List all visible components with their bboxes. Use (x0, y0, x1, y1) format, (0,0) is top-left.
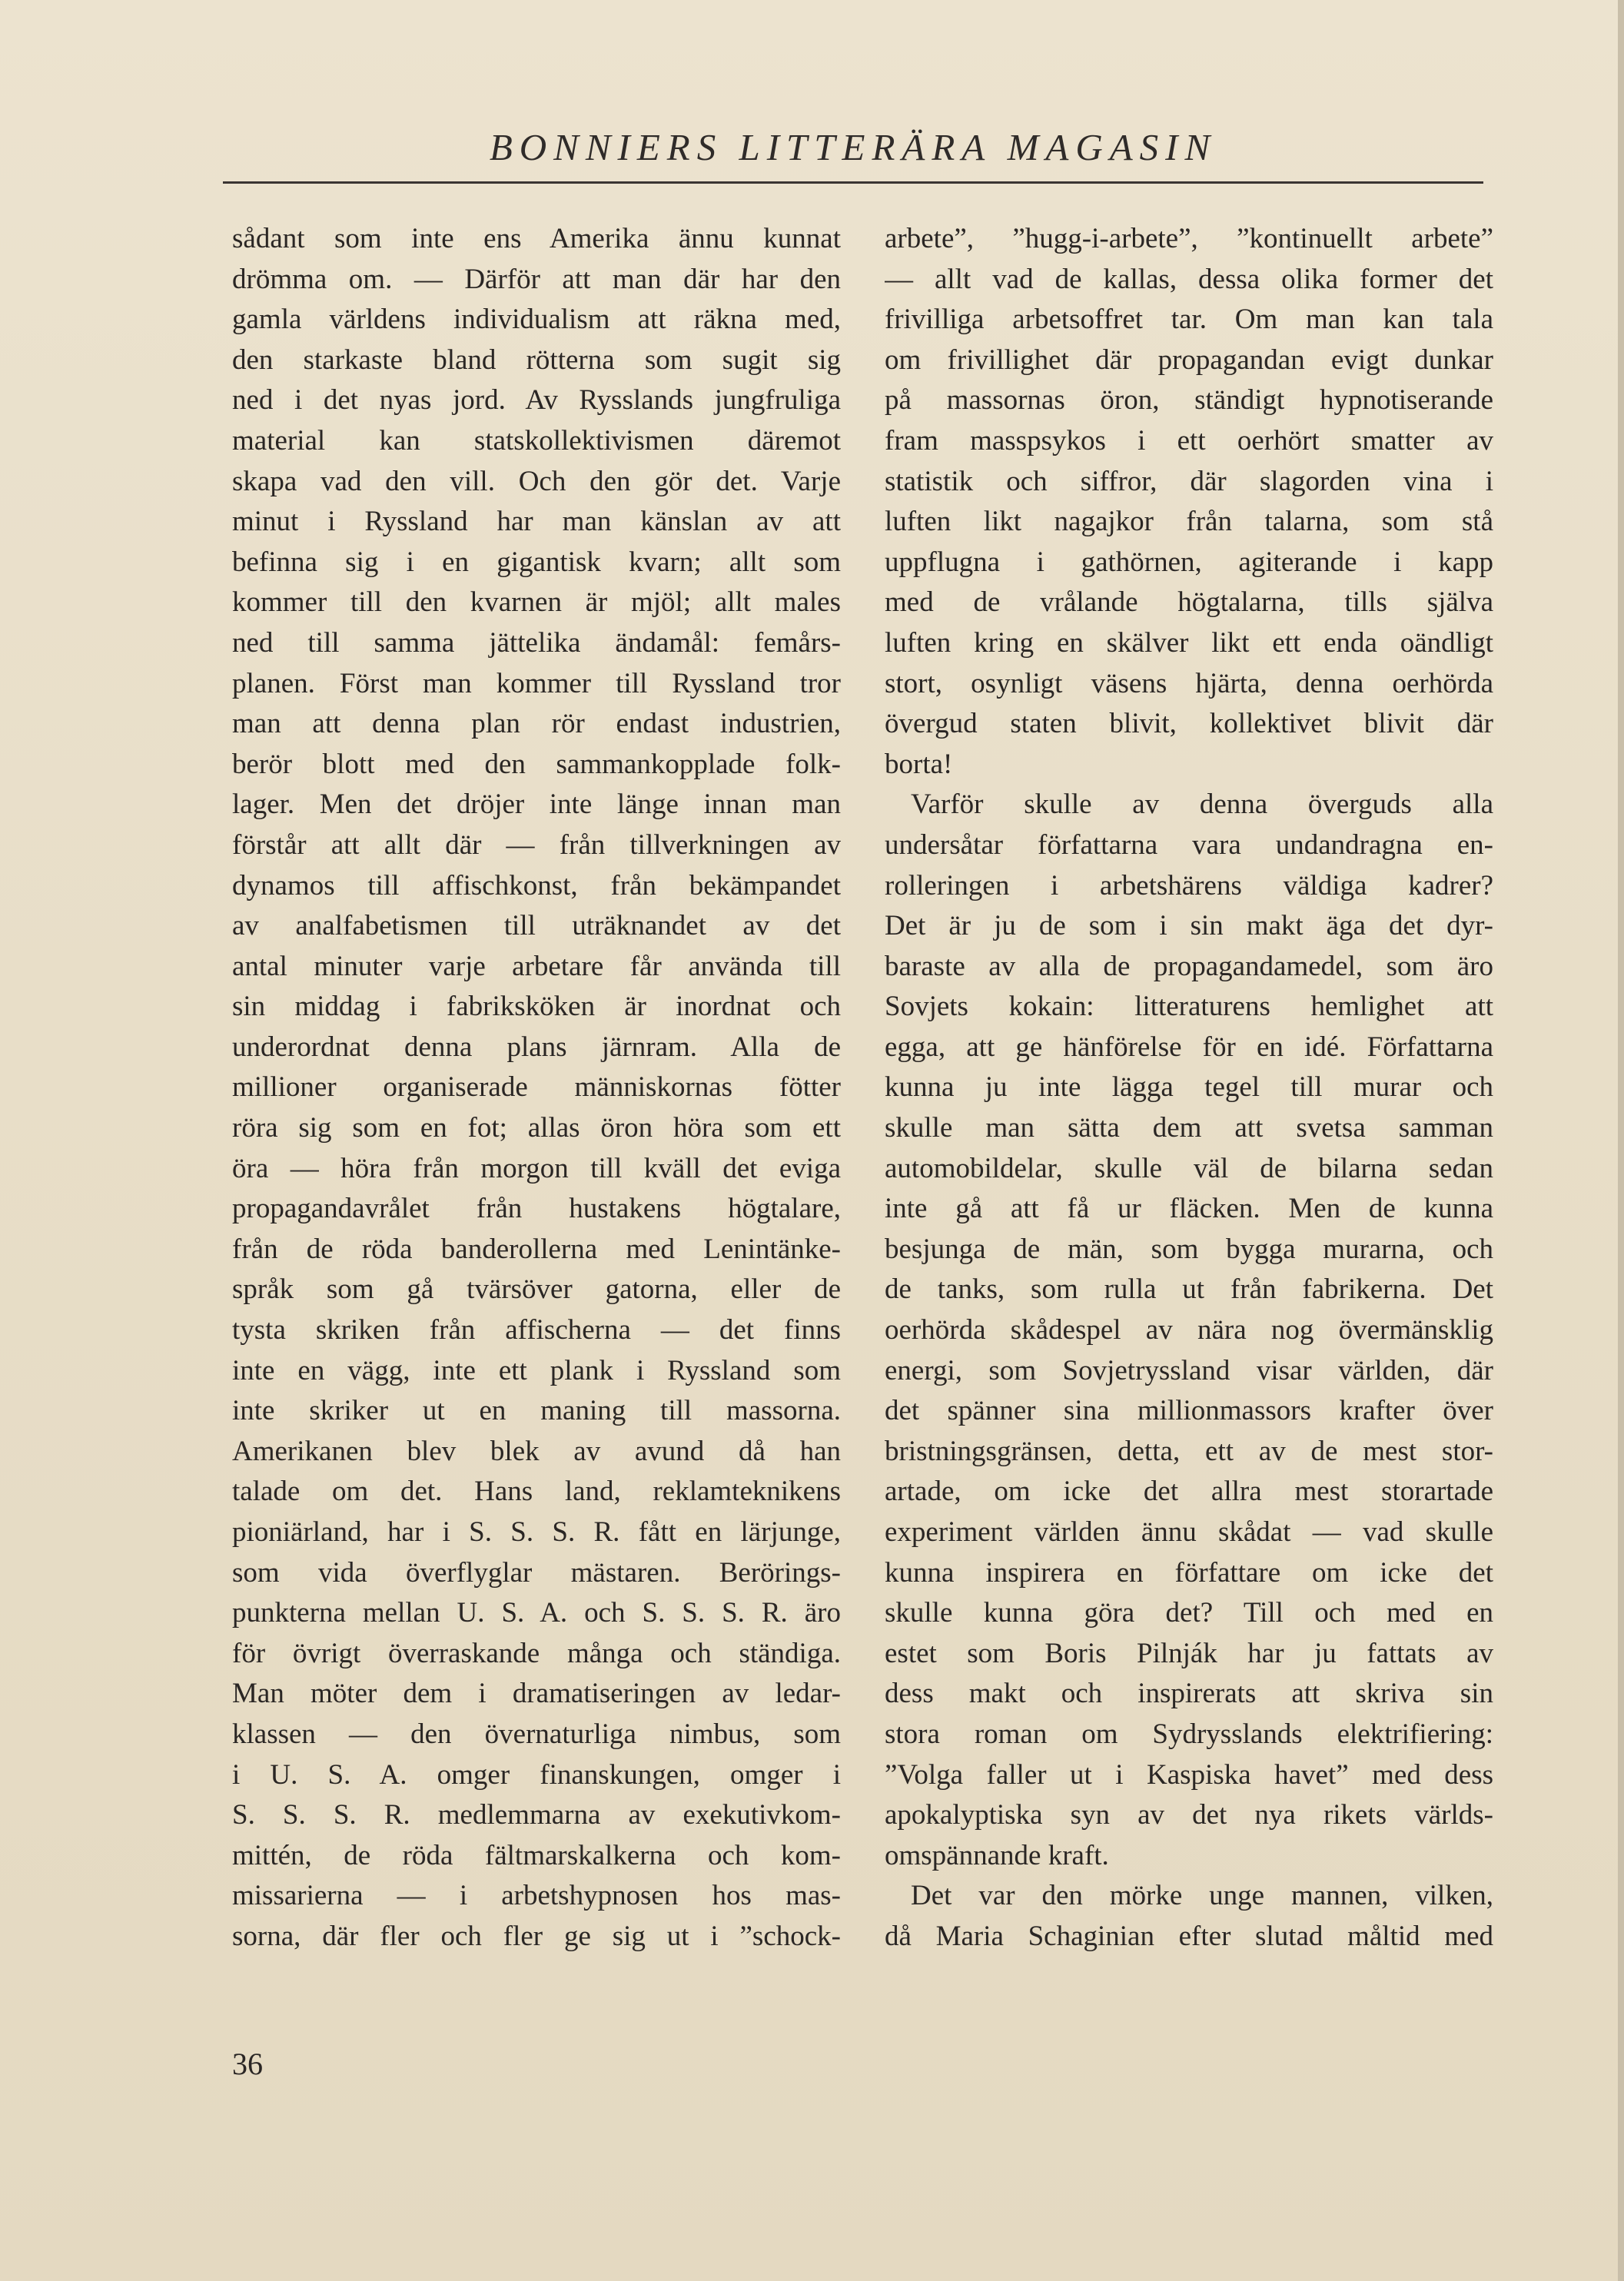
text-line: skulle man sätta dem att svetsa samman (885, 1112, 1493, 1144)
text-line: drömma om. — Därför att man där har den (232, 263, 841, 295)
text-line: sådant som inte ens Amerika ännu kunnat (232, 223, 841, 254)
page-number: 36 (232, 2047, 263, 2081)
text-line: material kan statskollektivismen däremot (232, 424, 841, 457)
text-line: stora roman om Sydrysslands elektrifiering: (885, 1718, 1493, 1750)
text-line: de tanks, som rulla ut från fabrikerna. Det (885, 1273, 1493, 1306)
text-line: sin middag i fabriksköken är inordnat och (232, 991, 841, 1023)
text-line: från de röda banderollerna med Lenintänke- (232, 1233, 841, 1265)
text-line: dess makt och inspirerats att skriva sin (885, 1678, 1493, 1710)
text-line: tysta skriken från affischerna — det finns (232, 1314, 841, 1346)
text-line: underordnat denna plans järnram. Alla de (232, 1031, 841, 1063)
text-line: av analfabetismen till uträknandet av det (232, 910, 841, 942)
text-line: Amerikanen blev blek av avund då han (232, 1435, 841, 1467)
text-column-left (232, 219, 841, 1957)
text-line: energi, som Sovjetryssland visar världen, där (885, 1354, 1493, 1386)
text-line: för övrigt överraskande många och ständiga. (232, 1637, 841, 1669)
text-line: kunna ju inte lägga tegel till murar och (885, 1071, 1493, 1104)
text-line: punkterna mellan U. S. A. och S. S. S. R. äro (232, 1597, 841, 1629)
magazine-title: BONNIERS LITTERÄRA MAGASIN (489, 126, 1217, 168)
text-line: rolleringen i arbetshärens väldiga kadrer? (885, 869, 1493, 901)
text-line: klassen — den övernaturliga nimbus, som (232, 1718, 841, 1750)
text-line: om frivillighet där propagandan evigt dunkar (885, 344, 1493, 376)
text-line: luften likt nagajkor från talarna, som stå (885, 506, 1493, 538)
text-line: egga, att ge hänförelse för en idé. Författarna (885, 1031, 1493, 1063)
text-line: skapa vad den vill. Och den gör det. Varje (232, 465, 841, 497)
text-line: bristningsgränsen, detta, ett av de mest stor- (885, 1435, 1493, 1467)
text-line: statistik och siffror, där slagorden vina i (885, 465, 1493, 497)
text-line: undersåtar författarna vara undandragna en- (885, 828, 1493, 861)
text-line: man att denna plan rör endast industrien, (232, 708, 841, 740)
text-line: borta! (885, 748, 953, 780)
text-line: estet som Boris Pilnják har ju fattats av (885, 1637, 1493, 1669)
text-line: apokalyptiska syn av det nya rikets världs- (885, 1799, 1493, 1831)
text-line: språk som gå tvärsöver gatorna, eller de (232, 1273, 841, 1306)
text-line: missarierna — i arbetshypnosen hos mas- (232, 1880, 841, 1912)
text-line: övergud staten blivit, kollektivet blivit där (885, 708, 1493, 740)
text-line: öra — höra från morgon till kväll det eviga (232, 1152, 841, 1184)
text-line: pioniärland, har i S. S. S. R. fått en lärjunge, (232, 1516, 841, 1548)
text-line: oerhörda skådespel av nära nog övermänsklig (885, 1314, 1493, 1346)
text-line: Man möter dem i dramatiseringen av ledar- (232, 1678, 841, 1710)
text-line: dynamos till affischkonst, från bekämpandet (232, 869, 841, 901)
text-line: talade om det. Hans land, reklamteknikens (232, 1476, 841, 1508)
text-line: — allt vad de kallas, dessa olika former det (885, 263, 1493, 295)
text-line: Sovjets kokain: litteraturens hemlighet att (885, 991, 1493, 1023)
text-line: inte en vägg, inte ett plank i Ryssland som (232, 1354, 841, 1386)
header-rule (223, 181, 1483, 184)
text-line: omspännande kraft. (885, 1839, 1109, 1871)
text-line: sorna, där fler och fler ge sig ut i ”schock- (232, 1920, 841, 1952)
text-line: uppflugna i gathörnen, agiterande i kapp (885, 546, 1493, 578)
text-line: millioner organiserade människornas fötter (232, 1071, 841, 1104)
text-line: förstår att allt där — från tillverkningen av (232, 828, 841, 861)
text-line: gamla världens individualism att räkna med, (232, 304, 841, 336)
text-column-right (885, 219, 1493, 1957)
text-line: besjunga de män, som bygga murarna, och (885, 1233, 1493, 1265)
text-line: fram masspsykos i ett oerhört smatter av (885, 424, 1493, 457)
text-line: i U. S. A. omger finanskungen, omger i (232, 1758, 841, 1791)
text-line: Varför skulle av denna överguds alla (911, 789, 1493, 821)
text-line: berör blott med den sammankopplade folk- (232, 748, 841, 780)
text-line: kunna inspirera en författare om icke det (885, 1556, 1493, 1589)
text-line: den starkaste bland rötterna som sugit sig (232, 344, 841, 376)
text-line: det spänner sina millionmassors krafter över (885, 1395, 1493, 1427)
page-edge (1618, 0, 1624, 2281)
text-line: som vida överflyglar mästaren. Berörings- (232, 1556, 841, 1589)
text-line: minut i Ryssland har man känslan av att (232, 506, 841, 538)
text-line: ”Volga faller ut i Kaspiska havet” med dess (885, 1758, 1493, 1791)
text-line: ned till samma jättelika ändamål: femårs- (232, 626, 841, 659)
text-line: baraste av alla de propagandamedel, som äro (885, 950, 1493, 982)
text-line: arbete”, ”hugg-i-arbete”, ”kontinuellt arbete” (885, 223, 1493, 254)
text-line: Det var den mörke unge mannen, vilken, (911, 1880, 1493, 1912)
text-line: stort, osynligt väsens hjärta, denna oerhörda (885, 667, 1493, 699)
text-line: automobildelar, skulle väl de bilarna sedan (885, 1152, 1493, 1184)
text-line: propagandavrålet från hustakens högtalare, (232, 1193, 841, 1225)
text-line: planen. Först man kommer till Ryssland tror (232, 667, 841, 699)
text-line: skulle kunna göra det? Till och med en (885, 1597, 1493, 1629)
text-line: Det är ju de som i sin makt äga det dyr- (885, 910, 1493, 942)
text-line: luften kring en skälver likt ett enda oändligt (885, 626, 1493, 659)
text-line: ned i det nyas jord. Av Rysslands jungfruliga (232, 384, 841, 417)
text-line: med de vrålande högtalarna, tills själva (885, 586, 1493, 619)
text-line: då Maria Schaginian efter slutad måltid med (885, 1920, 1493, 1952)
text-line: inte gå att få ur fläcken. Men de kunna (885, 1193, 1493, 1225)
text-line: kommer till den kvarnen är mjöl; allt males (232, 586, 841, 619)
text-line: på massornas öron, ständigt hypnotiserande (885, 384, 1493, 417)
text-line: antal minuter varje arbetare får använda till (232, 950, 841, 982)
text-line: befinna sig i en gigantisk kvarn; allt som (232, 546, 841, 578)
text-line: lager. Men det dröjer inte länge innan man (232, 789, 841, 821)
text-line: artade, om icke det allra mest storartade (885, 1476, 1493, 1508)
text-line: S. S. S. R. medlemmarna av exekutivkom- (232, 1799, 841, 1831)
text-line: röra sig som en fot; allas öron höra som ett (232, 1112, 841, 1144)
text-line: inte skriker ut en maning till massorna. (232, 1395, 841, 1427)
running-header (223, 117, 1483, 178)
text-line: mittén, de röda fältmarskalkerna och kom- (232, 1839, 841, 1871)
text-line: experiment världen ännu skådat — vad skulle (885, 1516, 1493, 1548)
text-line: frivilliga arbetsoffret tar. Om man kan tala (885, 304, 1493, 336)
